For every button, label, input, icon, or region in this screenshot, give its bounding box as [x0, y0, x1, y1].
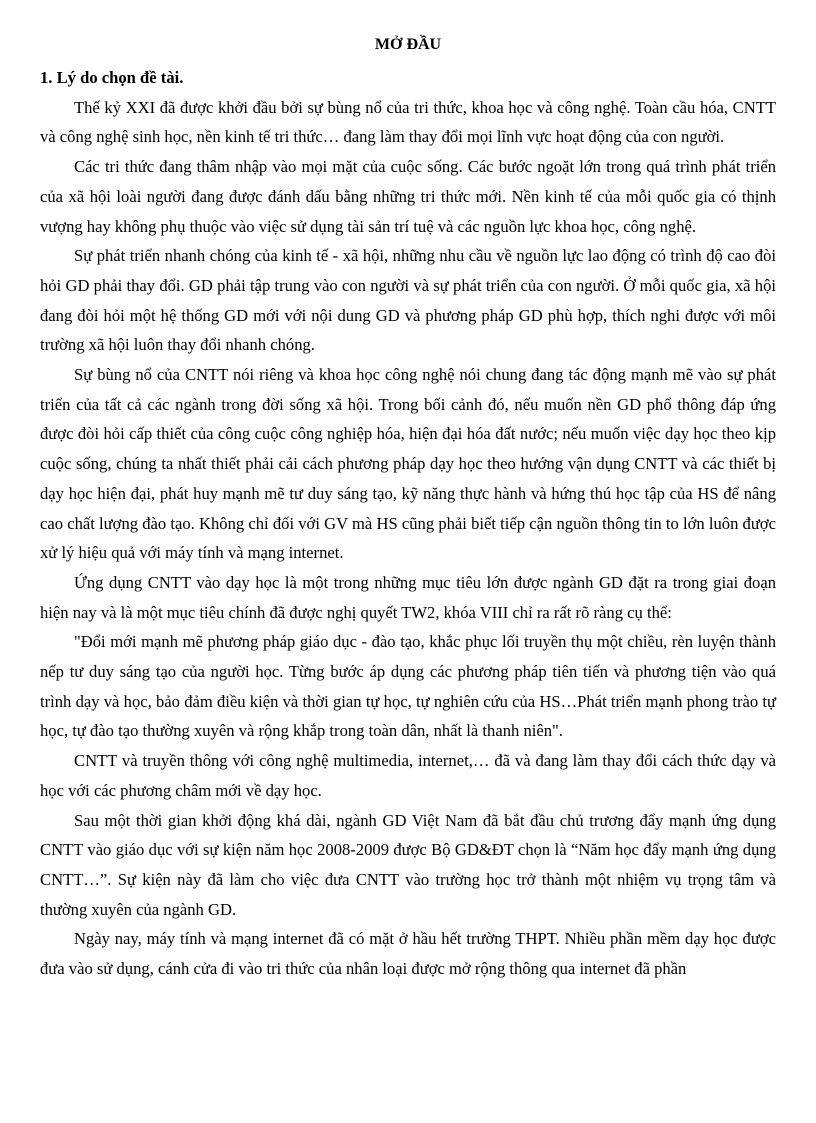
section-heading: 1. Lý do chọn đề tài.: [40, 68, 184, 87]
paragraph-9: Ngày nay, máy tính và mạng internet đã có mặt ở hầu hết trường THPT. Nhiều phần mềm dạy học được đưa vào sử dụng, cánh cửa đi vào tri thức của nhân loại được mở rộng thông qua internet đã phần: [40, 929, 776, 979]
paragraph-8: Sau một thời gian khởi động khá dài, ngành GD Việt Nam đã bắt đầu chủ trương đẩy mạnh ứng dụng CNTT vào giáo dục với sự kiện năm học 2008-2009 được Bộ GD&ĐT chọn là “Năm học đẩy mạnh ứng dụng CNTT…”. Sự kiện này đã làm cho việc đưa CNTT vào trường học trở thành một nhiệm vụ trọng tâm và thường xuyên của ngành GD.: [40, 810, 776, 919]
quote-paragraph: "Đổi mới mạnh mẽ phương pháp giáo dục - đào tạo, khắc phục lối truyền thụ một chiều, rèn luyện thành nếp tư duy sáng tạo của người học. Từng bước áp dụng các phương pháp tiên tiến và phương tiện vào quá trình dạy và học, bảo đảm điều kiện và thời gian tự học, tự nghiên cứu của HS…Phát triển mạnh phong trào tự học, tự đào tạo thường xuyên và rộng khắp trong toàn dân, nhất là thanh niên".: [40, 632, 776, 741]
paragraph-4: Sự bùng nổ của CNTT nói riêng và khoa học công nghệ nói chung đang tác động mạnh mẽ vào sự phát triển của tất cả các ngành trong đời sống xã hội. Trong bối cảnh đó, nếu muốn nền GD phổ thông đáp ứng được đòi hỏi cấp thiết của công cuộc công nghiệp hóa, hiện đại hóa đất nước; nếu muốn việc dạy học theo kịp cuộc sống, chúng ta nhất thiết phải cải cách phương pháp dạy học theo hướng vận dụng CNTT và các thiết bị dạy học hiện đại, phát huy mạnh mẽ tư duy sáng tạo, kỹ năng thực hành và hứng thú học tập của HS để nâng cao chất lượng đào tạo. Không chỉ đối với GV mà HS cũng phải biết tiếp cận nguồn thông tin to lớn luôn được xử lý hiệu quả với máy tính và mạng internet.: [40, 365, 776, 563]
paragraph-1: Thế kỷ XXI đã được khởi đầu bởi sự bùng nổ của tri thức, khoa học và công nghệ. Toàn cầu hóa, CNTT và công nghệ sinh học, nền kinh tế tri thức… đang làm thay đổi mọi lĩnh vực hoạt động của con người.: [40, 97, 776, 147]
paragraph-3: Sự phát triển nhanh chóng của kinh tế - xã hội, những nhu cầu về nguồn lực lao động có trình độ cao đòi hỏi GD phải thay đổi. GD phải tập trung vào con người và sự phát triển của con người. Ở mỗi quốc gia, xã hội đang đòi hỏi một hệ thống GD mới với nội dung GD và phương pháp GD phù hợp, thích nghi được với môi trường xã hội luôn thay đổi nhanh chóng.: [40, 246, 776, 355]
document-page: [40, 34, 776, 984]
paragraph-5: Ứng dụng CNTT vào dạy học là một trong những mục tiêu lớn được ngành GD đặt ra trong giai đoạn hiện nay và là một mục tiêu chính đã được nghị quyết TW2, khóa VIII chỉ ra rất rõ ràng cụ thể:: [40, 572, 776, 622]
paragraph-7: CNTT và truyền thông với công nghệ multimedia, internet,… đã và đang làm thay đổi cách thức dạy và học với các phương châm mới về dạy học.: [40, 751, 776, 800]
paragraph-2: Các tri thức đang thâm nhập vào mọi mặt của cuộc sống. Các bước ngoặt lớn trong quá trình phát triển của xã hội loài người đang được đánh dấu bằng những tri thức mới. Nền kinh tế của mỗi quốc gia có thịnh vượng hay không phụ thuộc vào việc sử dụng tài sản trí tuệ và các nguồn lực khoa học, công nghệ.: [40, 157, 776, 236]
document-title: MỞ ĐẦU: [374, 36, 442, 53]
